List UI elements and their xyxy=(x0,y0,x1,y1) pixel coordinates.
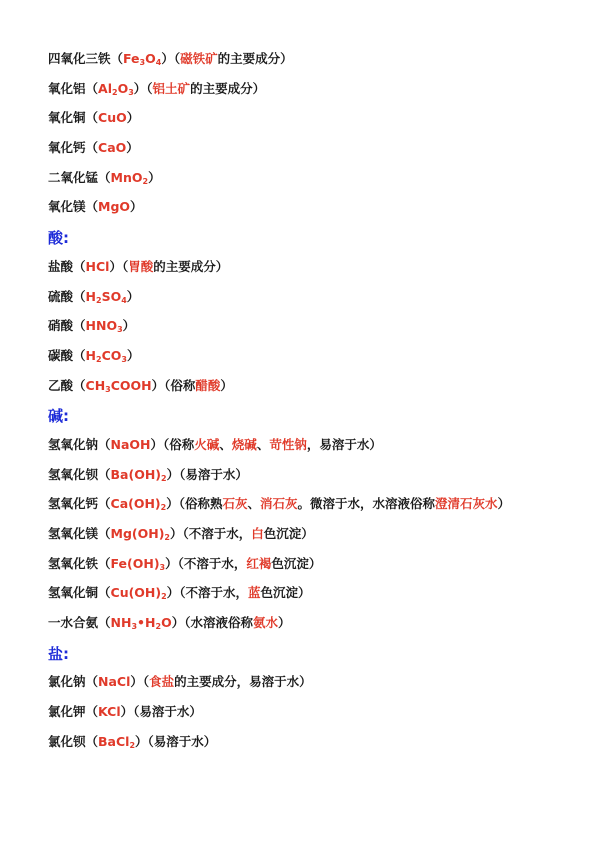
highlight-text: CuO xyxy=(98,110,127,126)
text-segment: 氯化钠（ xyxy=(48,674,99,690)
text-segment: ）（不溶于水， xyxy=(166,585,248,601)
subscript: 3 xyxy=(128,87,134,97)
compound-line xyxy=(48,432,588,462)
highlight-text: MnO xyxy=(110,169,143,185)
document-body xyxy=(48,46,588,759)
text-segment: ）（ xyxy=(133,80,153,96)
highlight-text: H xyxy=(85,347,96,363)
text-segment: ）（不溶于水， xyxy=(170,526,252,541)
compound-line xyxy=(48,580,588,610)
highlight-text: 白 xyxy=(251,526,264,541)
text-segment: ） xyxy=(126,347,140,363)
text-segment: ）（ xyxy=(109,258,129,274)
highlight-text: 消石灰 xyxy=(260,496,298,512)
text-segment: 、 xyxy=(219,436,232,452)
text-segment: 氯化钡（ xyxy=(48,733,99,749)
compound-line xyxy=(48,105,588,135)
compound-line xyxy=(48,135,588,165)
text-segment: 氧化钙（ xyxy=(48,140,99,156)
subscript: 2 xyxy=(111,87,118,97)
highlight-text: 红褐 xyxy=(246,555,272,571)
text-segment: ）（俗称 xyxy=(151,377,196,393)
text-segment: 盐酸（ xyxy=(48,258,86,274)
highlight-text: CO xyxy=(101,347,122,363)
compound-line xyxy=(48,729,588,759)
highlight-text: KCl xyxy=(98,704,121,720)
text-segment: 色沉淀） xyxy=(271,555,322,571)
highlight-text: 烧碱 xyxy=(231,436,257,452)
highlight-text: •H xyxy=(137,615,156,631)
text-segment: ） xyxy=(126,110,140,126)
highlight-text: O xyxy=(117,80,129,96)
text-segment: 、 xyxy=(247,496,261,512)
highlight-text: 氨水 xyxy=(252,615,278,631)
highlight-text: NH xyxy=(110,615,132,631)
text-segment: ） xyxy=(122,318,136,334)
text-segment: 硝酸（ xyxy=(48,318,86,334)
subscript: 2 xyxy=(95,354,102,364)
highlight-text: 苛性钠 xyxy=(269,436,307,452)
highlight-text: Cu(OH) xyxy=(110,585,162,601)
text-segment: ） xyxy=(148,169,161,185)
text-segment: ） xyxy=(277,615,291,631)
text-segment: ）（不溶于水， xyxy=(165,555,247,571)
highlight-text: SO xyxy=(101,288,122,304)
highlight-text: Ba(OH) xyxy=(110,466,161,482)
text-segment: 氢氧化铜（ xyxy=(48,585,111,601)
compound-line xyxy=(48,373,588,403)
text-segment: 的主要成分） xyxy=(153,258,229,274)
text-segment: 酸: xyxy=(48,229,69,248)
compound-line xyxy=(48,521,588,551)
highlight-text: NaCl xyxy=(98,674,131,690)
text-segment: 碳酸（ xyxy=(48,347,86,363)
compound-line xyxy=(48,313,588,343)
highlight-text: H xyxy=(85,288,96,304)
text-segment: 的主要成分） xyxy=(217,51,293,66)
text-segment: 氢氧化钙（ xyxy=(48,496,111,512)
text-segment: ）（水溶液俗称 xyxy=(171,615,253,631)
highlight-text: HNO xyxy=(85,318,118,334)
subscript: 4 xyxy=(155,58,162,67)
compound-line xyxy=(48,462,588,492)
text-segment: 碱: xyxy=(48,407,69,426)
subscript: 2 xyxy=(95,295,102,305)
text-segment: 。微溶于水，水溶液俗称 xyxy=(297,496,436,512)
text-segment: 色沉淀） xyxy=(260,585,311,601)
section-heading xyxy=(48,224,588,254)
highlight-text: 磁铁矿 xyxy=(180,51,218,66)
compound-line xyxy=(48,76,588,106)
highlight-text: NaOH xyxy=(110,436,151,452)
subscript: 2 xyxy=(161,592,167,602)
text-segment: ，易溶于水） xyxy=(306,436,382,452)
subscript: 3 xyxy=(121,354,127,364)
compound-line xyxy=(48,669,588,699)
text-segment: ） xyxy=(126,288,140,304)
highlight-text: O xyxy=(145,51,156,66)
highlight-text: 火碱 xyxy=(194,436,220,452)
text-segment: ）（易溶于水） xyxy=(166,466,248,482)
highlight-text: 澄清石灰水 xyxy=(435,496,498,512)
highlight-text: 食盐 xyxy=(149,674,175,690)
text-segment: 乙酸（ xyxy=(48,377,86,393)
subscript: 3 xyxy=(117,325,123,335)
text-segment: ）（俗称 xyxy=(150,436,195,452)
compound-line xyxy=(48,254,588,284)
text-segment: ） xyxy=(497,496,511,512)
highlight-text: Fe(OH) xyxy=(110,555,160,571)
highlight-text: COOH xyxy=(110,377,152,393)
highlight-text: MgO xyxy=(98,199,131,215)
text-segment: 二氧化锰（ xyxy=(48,169,111,185)
text-segment: 氧化镁（ xyxy=(48,199,99,215)
subscript: 2 xyxy=(155,622,162,632)
subscript: 2 xyxy=(161,473,167,483)
text-segment: ） xyxy=(126,140,139,156)
text-segment: ）（ xyxy=(161,51,181,66)
highlight-text: 蓝 xyxy=(247,585,261,601)
text-segment: 、 xyxy=(256,436,270,452)
text-segment: ）（ xyxy=(130,674,150,690)
text-segment: 氢氧化钠（ xyxy=(48,436,111,452)
text-segment: 氧化铝（ xyxy=(48,80,99,96)
compound-line xyxy=(48,699,588,729)
text-segment: ）（俗称熟 xyxy=(166,496,223,512)
compound-line xyxy=(48,551,588,581)
section-heading xyxy=(48,640,588,670)
text-segment: 氧化铜（ xyxy=(48,110,99,126)
subscript: 2 xyxy=(142,176,149,186)
compound-line xyxy=(48,165,588,195)
compound-line xyxy=(48,284,588,314)
text-segment: 氢氧化镁（ xyxy=(48,526,111,541)
text-segment: 的主要成分，易溶于水） xyxy=(174,674,312,690)
text-segment: 盐: xyxy=(48,644,69,663)
compound-line xyxy=(48,194,588,224)
text-segment: 氢氧化钡（ xyxy=(48,466,111,482)
highlight-text: 铝土矿 xyxy=(152,80,191,96)
subscript: 2 xyxy=(129,740,136,750)
compound-line xyxy=(48,610,588,640)
highlight-text: Al xyxy=(98,80,112,96)
text-segment: 氢氧化铁（ xyxy=(48,555,111,571)
highlight-text: 醋酸 xyxy=(195,377,221,393)
highlight-text: 胃酸 xyxy=(128,258,154,274)
text-segment: 的主要成分） xyxy=(190,80,266,96)
highlight-text: CH xyxy=(85,377,106,393)
subscript: 2 xyxy=(160,503,167,513)
subscript: 3 xyxy=(159,562,166,572)
highlight-text: Mg(OH) xyxy=(110,526,165,541)
highlight-text: O xyxy=(161,615,172,631)
text-segment: 一水合氨（ xyxy=(48,615,111,631)
highlight-text: Fe xyxy=(123,51,140,66)
highlight-text: CaO xyxy=(98,140,127,156)
subscript: 3 xyxy=(139,58,146,67)
subscript: 4 xyxy=(121,295,127,305)
highlight-text: 石灰 xyxy=(222,496,248,512)
compound-line xyxy=(48,491,588,521)
highlight-text: BaCl xyxy=(98,733,130,749)
text-segment: 四氧化三铁（ xyxy=(48,51,124,66)
section-heading xyxy=(48,402,588,432)
compound-line xyxy=(48,343,588,373)
text-segment: 氯化钾（ xyxy=(48,704,99,720)
subscript: 3 xyxy=(131,622,138,632)
highlight-text: HCl xyxy=(85,258,110,274)
text-segment: ）（易溶于水） xyxy=(120,704,202,720)
highlight-text: Ca(OH) xyxy=(110,496,161,512)
text-segment: ） xyxy=(130,199,143,215)
text-segment: 硫酸（ xyxy=(48,288,86,304)
subscript: 2 xyxy=(164,533,170,542)
subscript: 3 xyxy=(105,384,111,394)
compound-line xyxy=(48,46,588,76)
text-segment: 色沉淀） xyxy=(263,526,314,541)
text-segment: ） xyxy=(220,377,233,393)
text-segment: ）（易溶于水） xyxy=(135,733,217,749)
